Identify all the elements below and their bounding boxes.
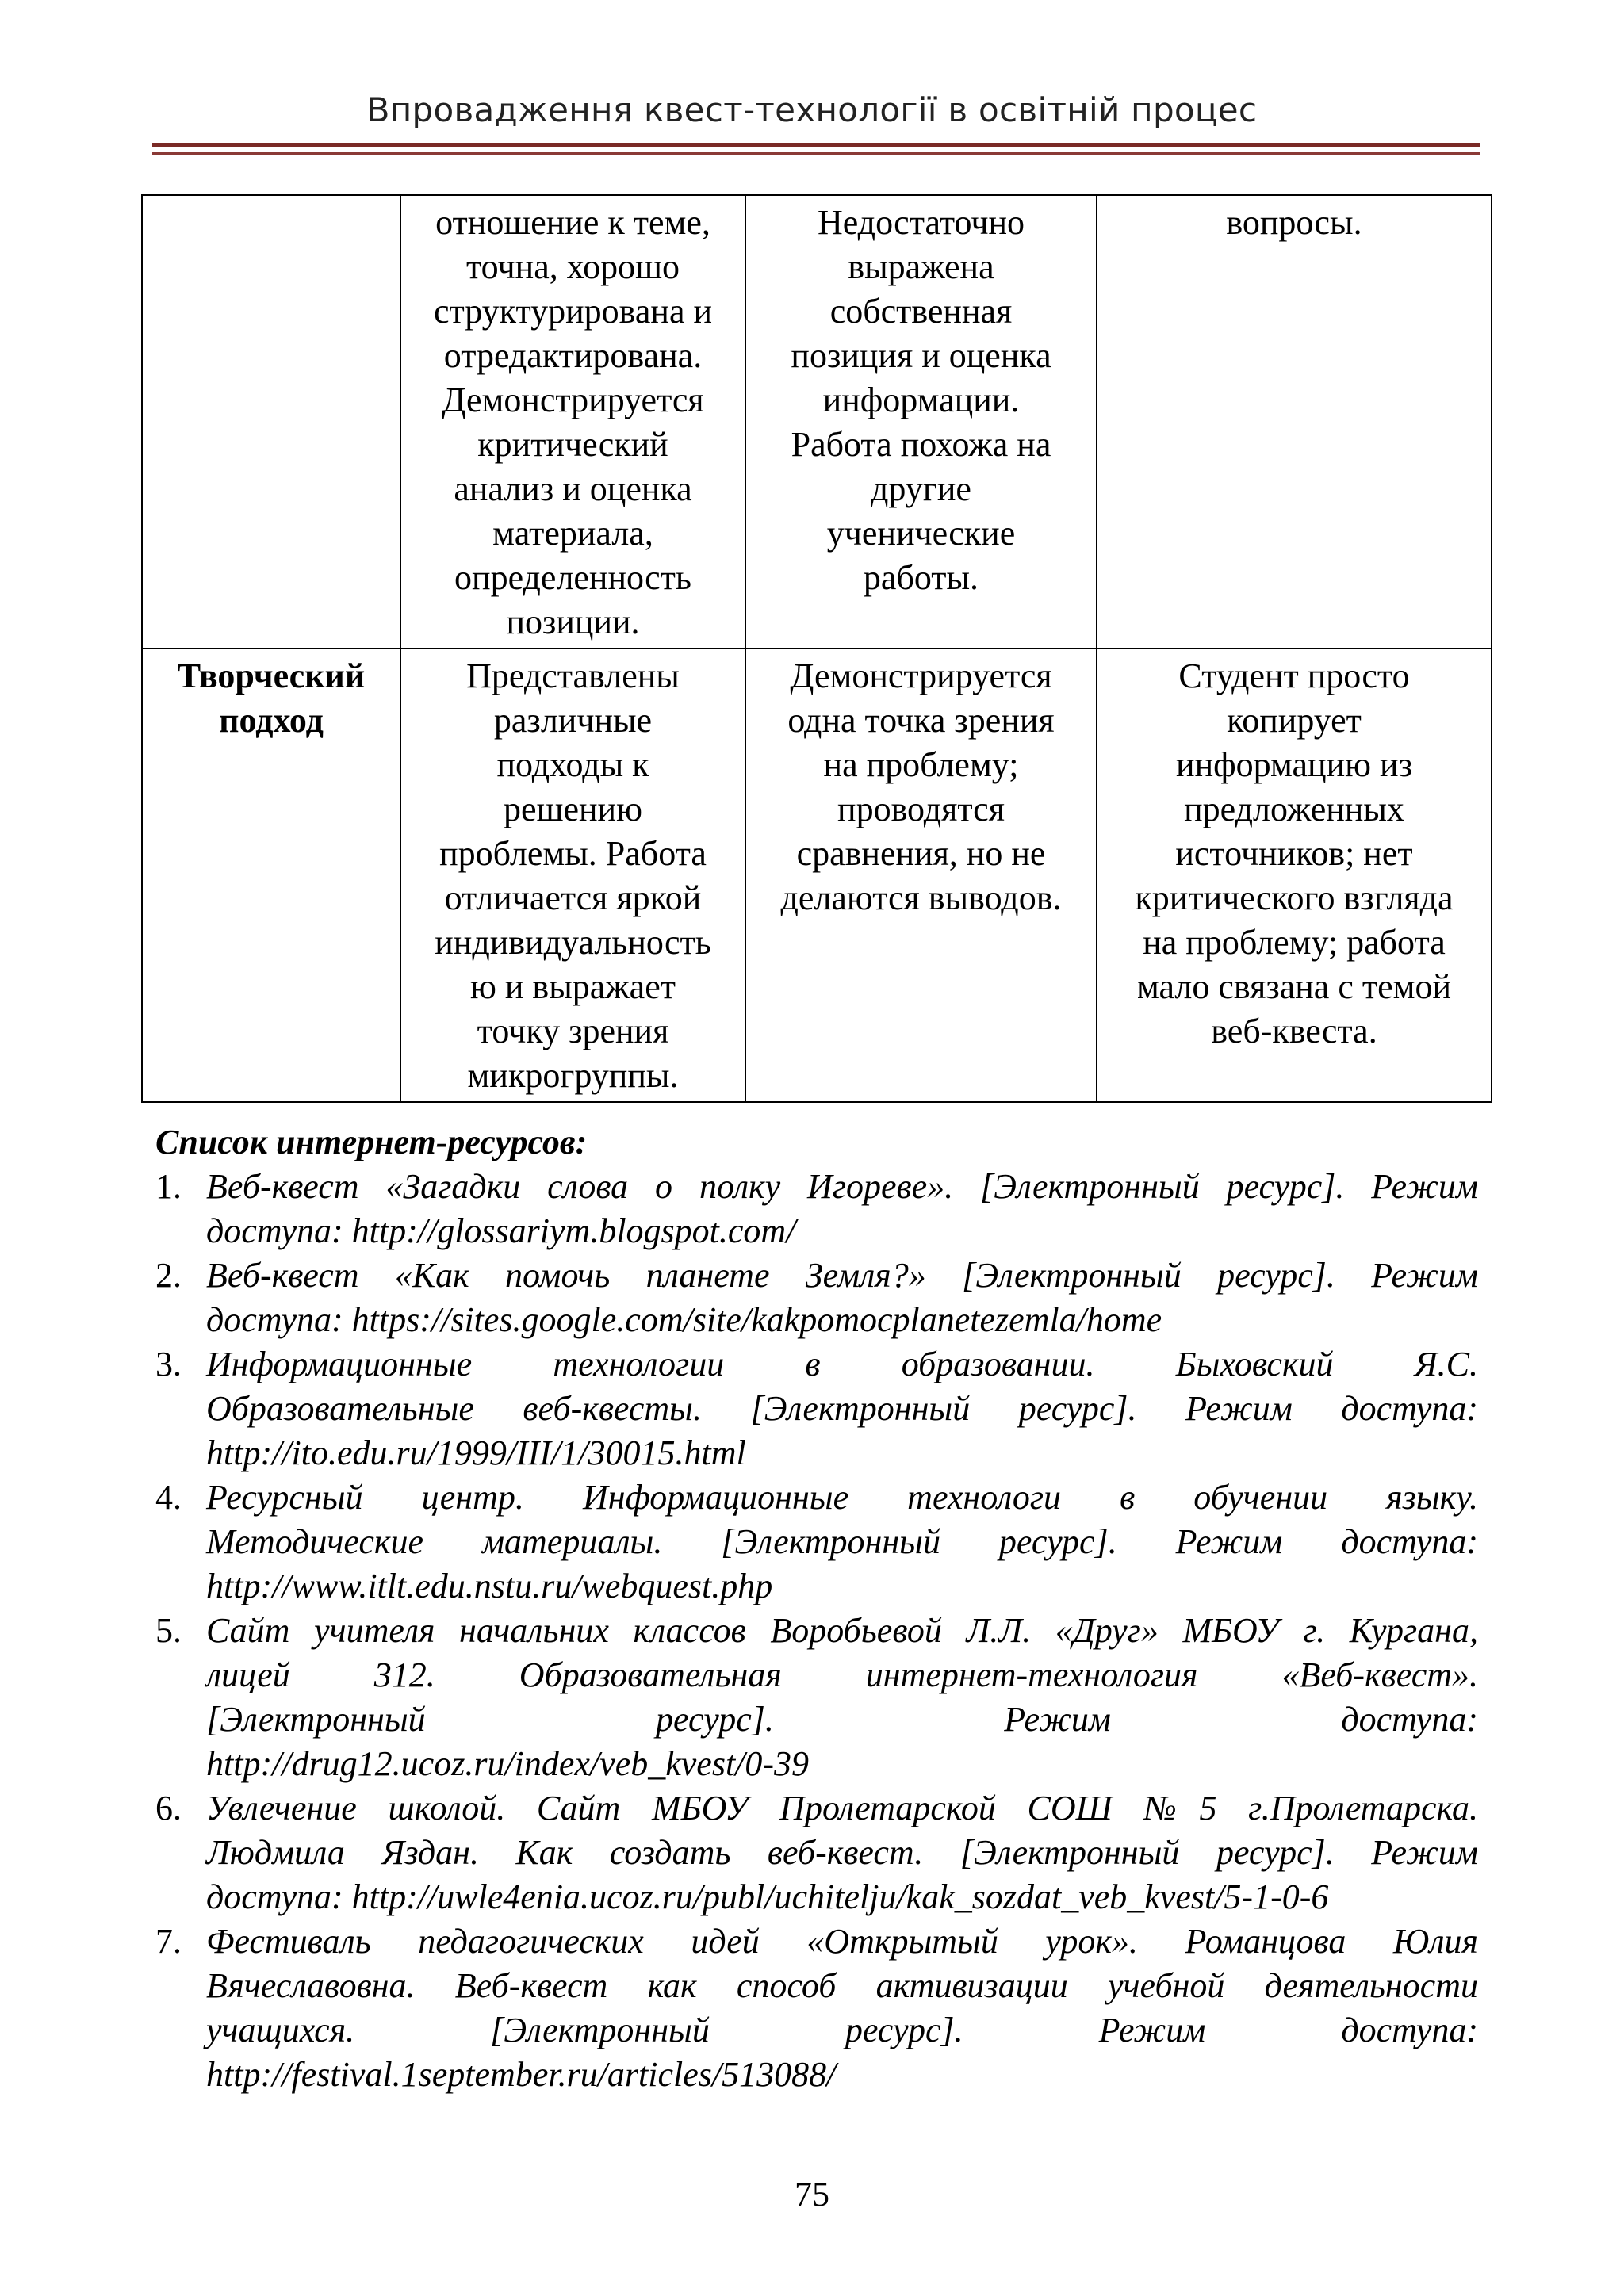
cell-text-line: Недостаточно bbox=[817, 203, 1025, 242]
cell-text-line: отличается яркой bbox=[444, 878, 702, 917]
cell-text-line: другие bbox=[871, 469, 971, 508]
high-level-cell bbox=[400, 649, 745, 1102]
cell-text-line: отношение к теме, bbox=[435, 203, 710, 242]
list-item-text-line: http://ito.edu.ru/1999/III/1/30015.html bbox=[206, 1433, 746, 1472]
list-item-number: 5. bbox=[155, 1611, 182, 1650]
list-item-text-line: Увлечение школой. Сайт МБОУ Пролетарской СОШ №5 г.Пролетарска. bbox=[206, 1789, 1478, 1827]
list-item bbox=[155, 1919, 1478, 2097]
list-item-text-line: http://drug12.ucoz.ru/index/veb_kvest/0-39 bbox=[206, 1744, 810, 1783]
list-item-text-line: Веб-квест «Загадки слова о полку Игореве». [Электронный ресурс]. Режим bbox=[206, 1167, 1478, 1206]
cell-text-line: решению bbox=[504, 790, 642, 828]
list-item bbox=[155, 1253, 1478, 1342]
cell-text-line: микрогруппы. bbox=[467, 1056, 679, 1095]
cell-text-line: структурирована и bbox=[433, 292, 713, 331]
cell-text-line: точна, хорошо bbox=[466, 247, 680, 286]
cell-text-line: ученические bbox=[826, 514, 1016, 553]
cell-text-line: выражена bbox=[848, 247, 994, 286]
cell-text-line: материала, bbox=[492, 514, 653, 553]
resources-list bbox=[155, 1165, 1478, 2097]
list-item-text-line: [Электронный ресурс]. Режим доступа: bbox=[206, 1700, 1478, 1739]
list-item-text-line: Методические материалы. [Электронный ресурс]. Режим доступа: bbox=[206, 1522, 1478, 1561]
cell-text-line: предложенных bbox=[1184, 790, 1404, 828]
medium-level-cell bbox=[745, 649, 1097, 1102]
list-item-text-line: Вячеславовна. Веб-квест как способ активизации учебной деятельности bbox=[206, 1966, 1478, 2005]
cell-text-line: точку зрения bbox=[477, 1012, 669, 1050]
cell-text-line: Работа похожа на bbox=[791, 425, 1051, 464]
cell-text-line: проблемы. Работа bbox=[439, 834, 707, 873]
low-level-cell bbox=[1097, 649, 1492, 1102]
cell-text-line: позиции. bbox=[506, 603, 640, 641]
list-item-number: 1. bbox=[155, 1167, 182, 1206]
cell-text-line: работы. bbox=[863, 558, 979, 597]
cell-text-line: Демонстрируется bbox=[442, 381, 704, 419]
cell-text-line: копирует bbox=[1227, 701, 1362, 740]
list-item-number: 2. bbox=[155, 1256, 182, 1295]
cell-text-line: различные bbox=[493, 701, 653, 740]
list-item-text-line: Людмила Яздан. Как создать веб-квест. [Электронный ресурс]. Режим bbox=[206, 1833, 1478, 1872]
header-rule bbox=[152, 143, 1480, 147]
rubric-table-body bbox=[142, 195, 1492, 1102]
cell-text-line: на проблему; bbox=[823, 745, 1019, 784]
header-rule-thin bbox=[152, 152, 1480, 155]
list-item-text-line: http://festival.1september.ru/articles/513088/ bbox=[206, 2055, 837, 2094]
list-item-text-line: Фестиваль педагогических идей «Открытый урок». Романцова Юлия bbox=[206, 1922, 1478, 1961]
cell-text-line: отредактирована. bbox=[443, 336, 703, 375]
table-row bbox=[142, 195, 1492, 649]
list-item-text-line: доступа: http://uwle4enia.ucoz.ru/publ/uchitelju/kak_sozdat_veb_kvest/5-1-0-6 bbox=[206, 1877, 1329, 1916]
page-number: 75 bbox=[795, 2175, 829, 2214]
criterion-cell bbox=[142, 195, 400, 649]
cell-text-line: одна точка зрения bbox=[787, 701, 1055, 740]
cell-text-line: собственная bbox=[829, 292, 1013, 331]
cell-text-line: вопросы. bbox=[1226, 203, 1362, 242]
low-level-cell bbox=[1097, 195, 1492, 649]
cell-text-line: на проблему; работа bbox=[1143, 923, 1446, 962]
resources-section bbox=[155, 1120, 1478, 2097]
list-item-text-line: учащихся. [Электронный ресурс]. Режим доступа: bbox=[206, 2011, 1478, 2049]
list-item-text-line: http://www.itlt.edu.nstu.ru/webquest.php bbox=[206, 1567, 773, 1605]
list-item-number: 4. bbox=[155, 1478, 182, 1517]
cell-text-line: Студент просто bbox=[1178, 656, 1410, 695]
cell-text-line: Демонстрируется bbox=[790, 656, 1052, 695]
cell-text-line: информации. bbox=[822, 381, 1020, 419]
cell-text-line: мало связана с темой bbox=[1136, 967, 1452, 1006]
list-item-text-line: доступа: https://sites.google.com/site/kakpomocplanetezemla/home bbox=[206, 1300, 1162, 1339]
list-item-text-line: Информационные технологии в образовании. Быховский Я.С. bbox=[206, 1345, 1478, 1383]
list-item-text-line: Ресурсный центр. Информационные технологи в обучении языку. bbox=[206, 1478, 1478, 1517]
cell-text-line: веб-квеста. bbox=[1211, 1012, 1377, 1050]
cell-text-line: Творческий bbox=[177, 656, 366, 695]
cell-text-line: подход bbox=[219, 701, 324, 740]
list-item bbox=[155, 1609, 1478, 1786]
cell-text-line: индивидуальность bbox=[435, 923, 711, 962]
list-item bbox=[155, 1165, 1478, 1253]
cell-text-line: позиция и оценка bbox=[791, 336, 1051, 375]
running-header: Впровадження квест-технології в освітній процес bbox=[366, 90, 1258, 129]
cell-text-line: источников; нет bbox=[1175, 834, 1413, 873]
cell-text-line: сравнения, но не bbox=[796, 834, 1046, 873]
cell-text-line: ю и выражает bbox=[470, 967, 676, 1006]
rubric-table bbox=[141, 194, 1492, 1103]
table-row bbox=[142, 649, 1492, 1102]
resources-title: Список интернет-ресурсов: bbox=[155, 1123, 588, 1161]
medium-level-cell bbox=[745, 195, 1097, 649]
list-item-number: 7. bbox=[155, 1922, 182, 1961]
high-level-cell bbox=[400, 195, 745, 649]
list-item-text-line: Веб-квест «Как помочь планете Земля?» [Электронный ресурс]. Режим bbox=[206, 1256, 1478, 1295]
list-item-number: 3. bbox=[155, 1345, 182, 1383]
cell-text-line: критического взгляда bbox=[1135, 878, 1454, 917]
cell-text-line: критический bbox=[477, 425, 668, 464]
list-item-text-line: доступа: http://glossariym.blogspot.com/ bbox=[206, 1211, 796, 1250]
cell-text-line: информацию из bbox=[1176, 745, 1412, 784]
list-item bbox=[155, 1475, 1478, 1609]
list-item-text-line: Сайт учителя начальних классов Воробьевой Л.Л. «Друг» МБОУ г. Кургана, bbox=[206, 1611, 1478, 1650]
list-item bbox=[155, 1786, 1478, 1919]
cell-text-line: анализ и оценка bbox=[454, 469, 692, 508]
list-item-number: 6. bbox=[155, 1789, 182, 1827]
cell-text-line: подходы к bbox=[496, 745, 649, 784]
cell-text-line: определенность bbox=[454, 558, 691, 597]
list-item-text-line: Образовательные веб-квесты. [Электронный ресурс]. Режим доступа: bbox=[206, 1389, 1478, 1428]
cell-text-line: делаются выводов. bbox=[780, 878, 1062, 917]
cell-text-line: проводятся bbox=[837, 790, 1005, 828]
criterion-cell bbox=[142, 649, 400, 1102]
list-item-text-line: лицей 312. Образовательная интернет-технология «Веб-квест». bbox=[206, 1655, 1478, 1694]
list-item bbox=[155, 1342, 1478, 1475]
cell-text-line: Представлены bbox=[466, 656, 680, 695]
